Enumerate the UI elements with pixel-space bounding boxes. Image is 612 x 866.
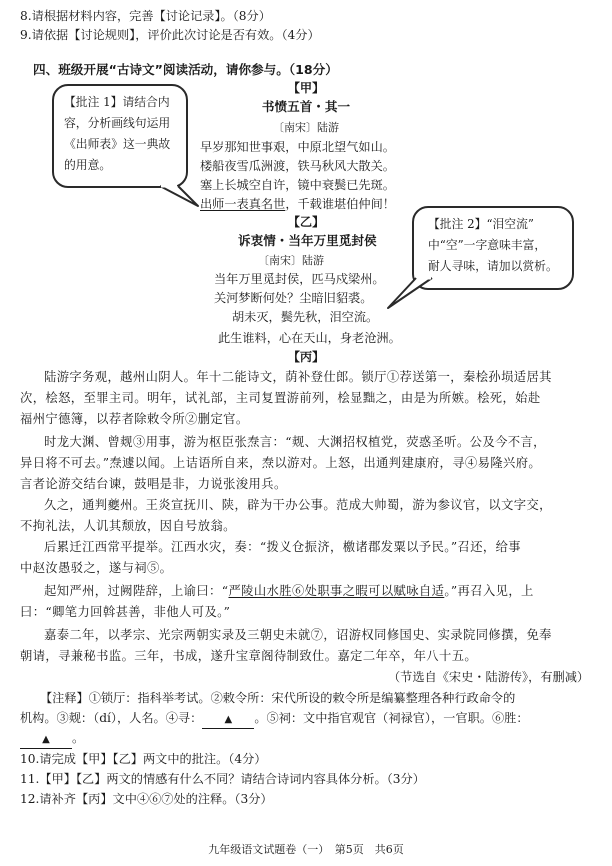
note1-line-3: 《出师表》这一典故 bbox=[64, 137, 171, 151]
prose-bing-tag: 【丙】 bbox=[287, 350, 325, 364]
annotation-callout-1 bbox=[52, 84, 188, 188]
callout-2-pointer bbox=[384, 276, 444, 312]
prose-para-4-line-1: 后累迁江西常平提举。江西水灾，奏：“拨义仓振济，檄诸郡发粟以予民。”召还，给事 bbox=[44, 540, 522, 554]
poem-yi-tag: 【乙】 bbox=[287, 215, 325, 229]
underlined-sentence: 严陵山水胜⑥处职事之暇可以赋咏自适 bbox=[228, 584, 445, 598]
prose-para-4-line-2: 中赵汝愚驳之，遂与祠⑤。 bbox=[20, 561, 173, 575]
blank-6: ▲ bbox=[20, 730, 72, 749]
notes-line-2: 机构。③觌：（dí），人名。④寻： ▲ 。⑤祠：文中指官观官（祠禄官），一官职。⑥胜： bbox=[20, 710, 529, 729]
prose-para-1-line-3: 福州宁德簿，以荐者除敕令所②删定官。 bbox=[20, 412, 249, 426]
poem-jia-line-4: 出师一表真名世，千载谁堪伯仲间！ bbox=[200, 197, 395, 211]
section-heading: 四、班级开展“古诗文”阅读活动，请你参与。（18分） bbox=[33, 62, 338, 77]
question-8: 8.请根据材料内容，完善【讨论记录】。（8分） bbox=[20, 9, 271, 23]
poem-yi-author: 〔南宋〕陆游 bbox=[258, 254, 324, 267]
notes-line-1: 【注释】①锁厅：指科举考试。②敕令所：宋代所设的敕令所是编纂整理各种行政命令的 bbox=[40, 691, 516, 705]
question-9: 9.请依据【讨论规则】，评价此次讨论是否有效。（4分） bbox=[20, 28, 320, 42]
question-11: 11.【甲】【乙】两文的情感有什么不同？请结合诗词内容具体分析。（3分） bbox=[20, 772, 425, 786]
question-12: 12.请补齐【丙】文中④⑥⑦处的注释。（3分） bbox=[20, 792, 273, 806]
blank-4: ▲ bbox=[202, 710, 254, 729]
note1-line-2: 容，分析画线句运用 bbox=[64, 116, 171, 130]
poem-jia-title: 书愤五首・其一 bbox=[261, 99, 351, 114]
page-footer: 九年级语文试题卷（一） 第5页 共6页 bbox=[208, 843, 404, 856]
poem-yi-line-1: 当年万里觅封侯，匹马戍梁州。 bbox=[214, 272, 385, 286]
callout-1-pointer bbox=[150, 184, 210, 212]
poem-yi-title: 诉衷情・当年万里觅封侯 bbox=[238, 233, 377, 248]
poem-yi-line-3: 胡未灭，鬓先秋，泪空流。 bbox=[232, 310, 379, 324]
poem-jia-line-3: 塞上长城空自许，镜中衰鬓已先斑。 bbox=[200, 178, 395, 192]
poem-yi-line-2: 关河梦断何处？尘暗旧貂裘。 bbox=[214, 291, 373, 305]
notes-line-3: ▲ 。 bbox=[20, 730, 84, 749]
poem-jia-line-1: 早岁那知世事艰，中原北望气如山。 bbox=[200, 140, 395, 154]
prose-para-6-line-2: 朝请，寻兼秘书监。三年，书成，遂升宝章阁待制致仕。嘉定二年卒，年八十五。 bbox=[20, 649, 478, 663]
prose-para-3-line-1: 久之，通判夔州。王炎宣抚川、陕，辟为干办公事。范成大帅蜀，游为参议官，以文字交， bbox=[44, 498, 552, 512]
note1-line-4: 的用意。 bbox=[64, 158, 112, 172]
underlined-allusion: 出师一表真名世 bbox=[200, 197, 286, 211]
note1-line-1: 【批注 1】请结合内 bbox=[64, 95, 170, 109]
prose-para-1-line-1: 陆游字务观，越州山阴人。年十二能诗文，荫补登仕郎。锁厅①荐送第一，秦桧孙埙适居其 bbox=[44, 370, 552, 384]
prose-para-2-line-3: 言者论游交结台谏，鼓唱是非，力说张浚用兵。 bbox=[20, 477, 287, 491]
note2-line-3: 耐人寻味，请加以赏析。 bbox=[428, 259, 558, 273]
prose-para-2-line-1: 时龙大渊、曾觌③用事，游为枢臣张焘言：“觌、大渊招权植党，荧惑圣听。公及今不言， bbox=[44, 435, 546, 449]
poem-yi-line-4: 此生谁料，心在天山，身老沧洲。 bbox=[218, 331, 401, 345]
prose-para-6-line-1: 嘉泰二年，以孝宗、光宗两朝实录及三朝史未就⑦，诏游权同修国史、实录院同修撰，免奉 bbox=[44, 628, 552, 642]
poem-jia-line-2: 楼船夜雪瓜洲渡，铁马秋风大散关。 bbox=[200, 159, 395, 173]
note2-line-1: 【批注 2】“泪空流” bbox=[428, 217, 534, 231]
prose-source: （节选自《宋史・陆游传》，有删减） bbox=[388, 670, 590, 684]
prose-para-3-line-2: 不拘礼法，人讥其颓放，因自号放翁。 bbox=[20, 519, 236, 533]
prose-para-5-line-1: 起知严州，过阙陛辞，上谕曰：“严陵山水胜⑥处职事之暇可以赋咏自适。”再召入见，上 bbox=[44, 584, 534, 598]
prose-para-2-line-2: 异日将不可去。”焘遽以闻。上诘语所自来，焘以游对。上怒，出通判建康府，寻④易隆兴府。 bbox=[20, 456, 542, 470]
poem-jia-author: 〔南宋〕陆游 bbox=[273, 121, 339, 134]
poem-jia-tag: 【甲】 bbox=[287, 81, 325, 95]
note2-line-2: 中“空”一字意味丰富， bbox=[428, 238, 547, 252]
prose-para-1-line-2: 次，桧怒，至罪主司。明年，试礼部，主司复置游前列，桧显黜之，由是为所嫉。桧死，始赴 bbox=[20, 391, 541, 405]
prose-para-5-line-2: 曰：“卿笔力回斡甚善，非他人可及。” bbox=[20, 605, 231, 619]
question-10: 10.请完成【甲】【乙】两文中的批注。（4分） bbox=[20, 752, 267, 766]
